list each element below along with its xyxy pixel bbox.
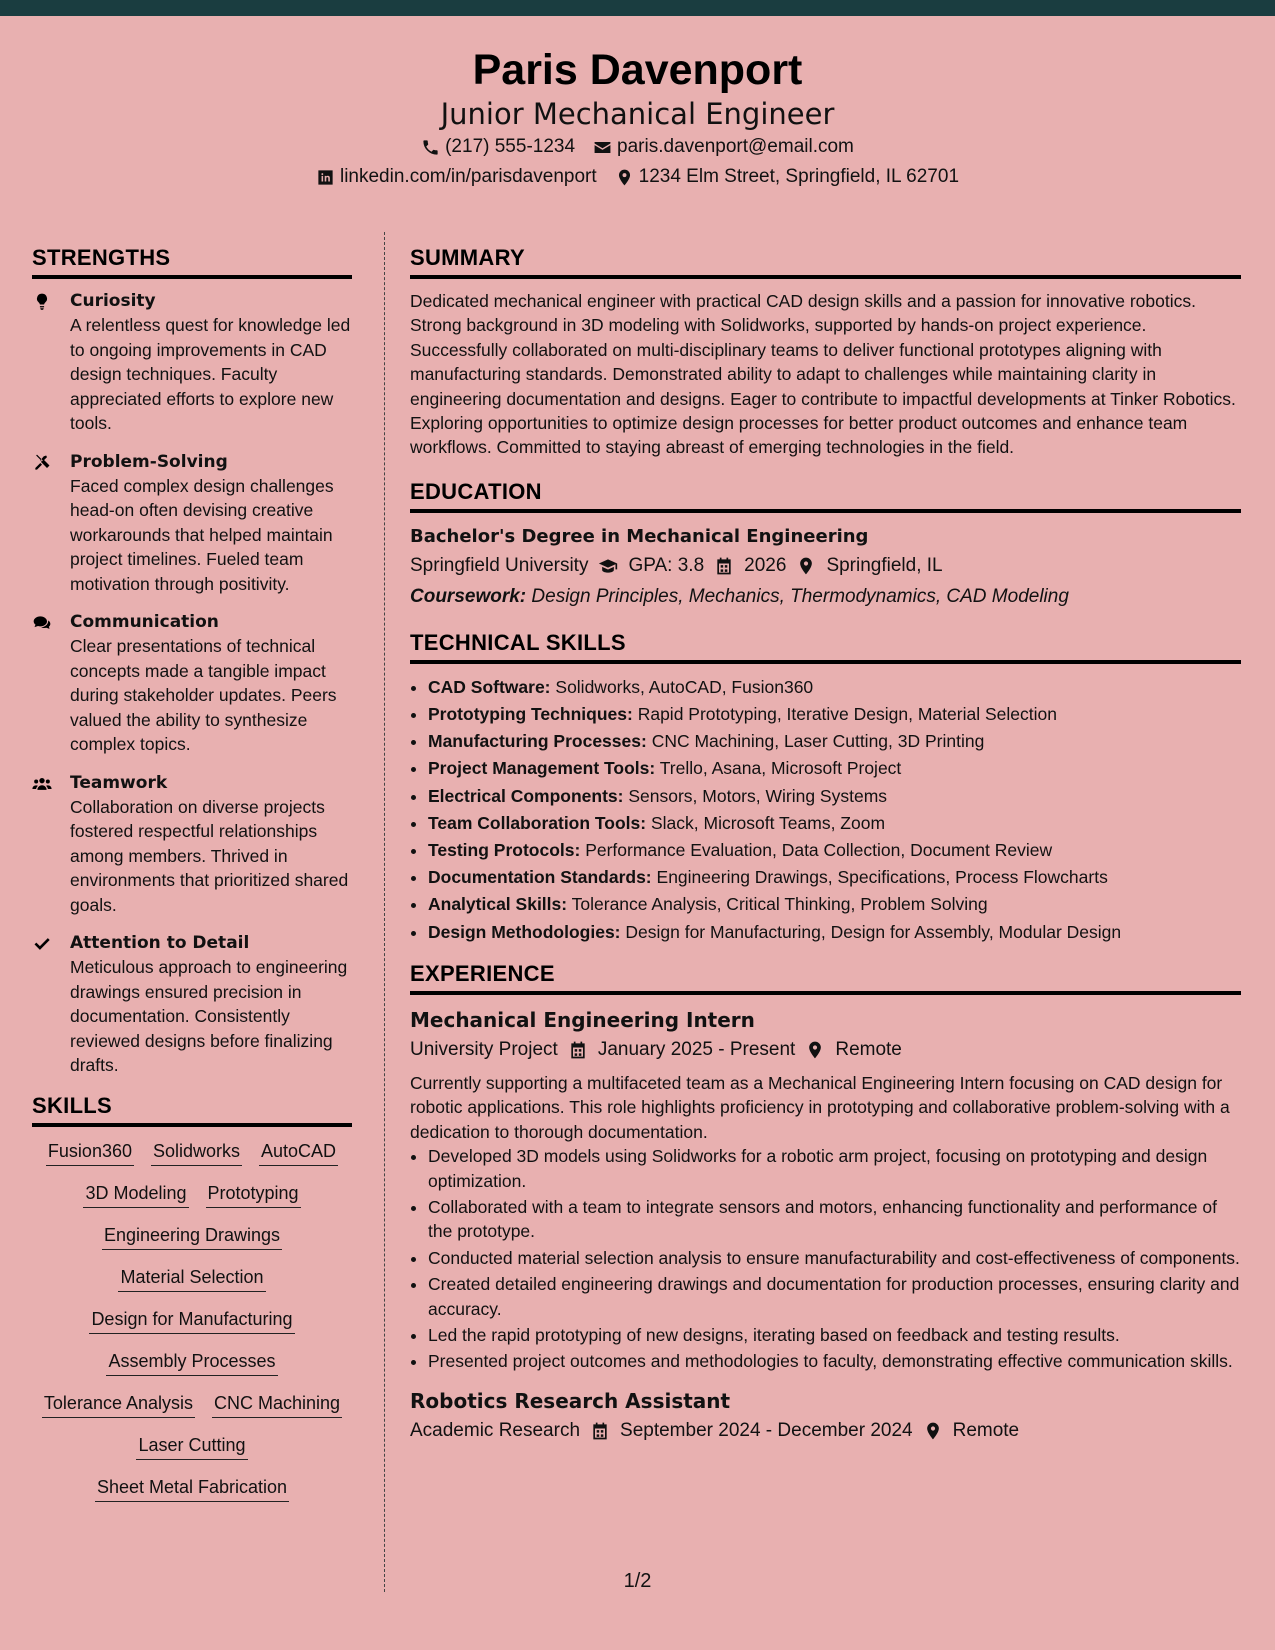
technical-skills-heading: TECHNICAL SKILLS <box>410 629 1241 664</box>
job-meta <box>410 1035 1241 1065</box>
skill-value: Rapid Prototyping, Iterative Design, Material Selection <box>637 704 1057 725</box>
school-name: Springfield University <box>410 554 589 576</box>
list-item: • Developed 3D models using Solidworks for a robotic arm project, focusing on prototyping and design optimization. <box>428 1144 1241 1193</box>
coursework <box>410 581 1241 613</box>
skill-tag-row <box>32 1389 352 1418</box>
top-bar <box>0 0 1275 16</box>
job-title: Robotics Research Assistant <box>410 1388 731 1413</box>
calendar-icon <box>714 556 734 576</box>
skill-label: Team Collaboration Tools: <box>428 812 647 833</box>
skill-value: CNC Machining, Laser Cutting, 3D Printing <box>651 731 985 752</box>
users-icon <box>32 774 52 794</box>
skill-tag: 3D Modeling <box>83 1179 188 1208</box>
skill-label: Testing Protocols: <box>428 840 581 861</box>
linkedin-text: linkedin.com/in/parisdavenport <box>339 166 597 187</box>
experience-heading: EXPERIENCE <box>410 960 1241 995</box>
calendar-icon <box>568 1040 588 1060</box>
job-location: Remote <box>835 1038 902 1060</box>
skill-tag: Solidworks <box>151 1137 242 1166</box>
list-item: • Led the rapid prototyping of new designs, iterating based on feedback and testing results. <box>428 1323 1241 1347</box>
skill-tag: Material Selection <box>118 1263 265 1292</box>
skill-tag: CNC Machining <box>212 1389 342 1418</box>
skill-tag-row <box>32 1137 352 1166</box>
left-column <box>32 244 352 1515</box>
job-meta <box>410 1416 1241 1446</box>
address-contact <box>615 162 959 192</box>
skill-value: Design for Manufacturing, Design for Assembly, Modular Design <box>625 921 1122 942</box>
phone-icon <box>421 138 440 157</box>
skill-tag: AutoCAD <box>259 1137 338 1166</box>
skill-tag: Design for Manufacturing <box>89 1305 294 1334</box>
list-item <box>428 674 1241 701</box>
calendar-icon <box>590 1421 610 1441</box>
school-location: Springfield, IL <box>826 554 943 576</box>
job-entry <box>410 1386 1241 1446</box>
resume-header <box>0 16 1275 204</box>
strength-name: Attention to Detail <box>70 933 250 953</box>
list-item <box>428 755 1241 782</box>
strength-item <box>32 450 352 597</box>
education-meta <box>410 551 1241 581</box>
right-column <box>410 244 1241 1446</box>
contact-row-2 <box>0 162 1275 192</box>
skill-tag-row <box>32 1305 352 1334</box>
technical-skills-list <box>428 674 1241 946</box>
skill-value: Slack, Microsoft Teams, Zoom <box>650 812 886 833</box>
skill-tag: Fusion360 <box>46 1137 134 1166</box>
tools-icon <box>32 453 52 473</box>
job-bullets <box>428 1144 1241 1374</box>
strength-name: Communication <box>70 612 219 632</box>
skill-tag-row <box>32 1221 352 1250</box>
skill-label: Manufacturing Processes: <box>428 731 647 752</box>
email-contact[interactable] <box>593 132 854 162</box>
strength-desc: Meticulous approach to engineering drawings ensured precision in documentation. Consistently reviewed designs before finalizing drafts. <box>70 957 348 1075</box>
list-item <box>428 919 1241 946</box>
list-item <box>428 701 1241 728</box>
education-heading: EDUCATION <box>410 478 1241 513</box>
lightbulb-icon <box>32 292 52 312</box>
list-item <box>428 783 1241 810</box>
degree-title: Bachelor's Degree in Mechanical Engineering <box>410 525 869 547</box>
job-org: Academic Research <box>410 1419 581 1441</box>
strength-item <box>32 931 352 1078</box>
list-item: • Collaborated with a team to integrate sensors and motors, enhancing functionality and performance of the prototype. <box>428 1195 1241 1244</box>
strength-name: Problem-Solving <box>70 451 228 472</box>
email-text: paris.davenport@email.com <box>617 136 854 157</box>
skill-value: Engineering Drawings, Specifications, Process Flowcharts <box>656 867 1108 888</box>
job-title: Mechanical Engineering Intern <box>410 1007 755 1032</box>
comments-icon <box>32 613 52 633</box>
list-item: • Conducted material selection analysis to ensure manufacturability and cost-effectiveness of components. <box>428 1246 1241 1270</box>
phone-contact[interactable] <box>421 132 575 162</box>
skill-tag: Assembly Processes <box>106 1347 277 1376</box>
candidate-name: Paris Davenport <box>472 46 803 94</box>
skill-label: Analytical Skills: <box>428 894 568 915</box>
gpa-text: GPA: 3.8 <box>628 554 705 576</box>
skill-label: Documentation Standards: <box>428 867 652 888</box>
skill-tag: Prototyping <box>206 1179 301 1208</box>
strength-desc: Faced complex design challenges head-on often devising creative workarounds that helped maintain project timelines. Fueled team motivation through positivity. <box>70 475 334 594</box>
check-icon <box>32 934 52 954</box>
map-pin-icon <box>923 1421 943 1441</box>
job-org: University Project <box>410 1038 558 1060</box>
list-item <box>428 810 1241 837</box>
skill-label: CAD Software: <box>428 676 551 697</box>
strength-item <box>32 610 352 757</box>
strength-desc: Collaboration on diverse projects fostered respectful relationships among members. Thrived in environments that prioritized shared goals. <box>70 796 349 915</box>
strength-desc: A relentless quest for knowledge led to ongoing improvements in CAD design techniques. Faculty appreciated efforts to explore new tools. <box>70 315 351 433</box>
map-pin-icon <box>796 556 816 576</box>
candidate-title: Junior Mechanical Engineer <box>440 97 835 131</box>
skill-value: Tolerance Analysis, Critical Thinking, Problem Solving <box>571 894 988 915</box>
strength-name: Curiosity <box>70 291 156 311</box>
column-divider <box>384 232 385 1592</box>
strengths-heading: STRENGTHS <box>32 244 352 279</box>
list-item <box>428 728 1241 755</box>
skill-tag-row <box>32 1179 352 1208</box>
skill-value: Performance Evaluation, Data Collection, Document Review <box>585 840 1053 861</box>
envelope-icon <box>593 138 612 157</box>
skill-tag-row <box>32 1263 352 1292</box>
graduation-cap-icon <box>598 556 618 576</box>
skill-tag: Laser Cutting <box>136 1431 247 1460</box>
skill-label: Prototyping Techniques: <box>428 704 633 725</box>
skill-value: Sensors, Motors, Wiring Systems <box>628 785 888 806</box>
job-dates: January 2025 - Present <box>597 1038 796 1060</box>
skill-label: Design Methodologies: <box>428 921 621 942</box>
coursework-list: Design Principles, Mechanics, Thermodynamics, CAD Modeling <box>531 585 1069 607</box>
skill-tag: Engineering Drawings <box>102 1221 282 1250</box>
skill-value: Trello, Asana, Microsoft Project <box>659 758 902 779</box>
strength-desc: Clear presentations of technical concepts made a tangible impact during stakeholder updates. Peers valued the ability to synthesize complex topics. <box>70 636 337 754</box>
skill-label: Electrical Components: <box>428 785 624 806</box>
skill-tag-row <box>32 1473 352 1502</box>
list-item: • Created detailed engineering drawings and documentation for production processes, ensuring clarity and accuracy. <box>428 1272 1241 1321</box>
summary-heading: SUMMARY <box>410 244 1241 279</box>
skill-tag: Tolerance Analysis <box>42 1389 195 1418</box>
strength-name: Teamwork <box>70 772 168 793</box>
skill-tag: Sheet Metal Fabrication <box>95 1473 289 1502</box>
map-pin-icon <box>805 1040 825 1060</box>
job-dates: September 2024 - December 2024 <box>620 1419 913 1441</box>
skills-tag-list <box>32 1137 352 1502</box>
linkedin-icon <box>316 168 335 187</box>
graduation-year: 2026 <box>744 554 787 576</box>
list-item <box>428 891 1241 918</box>
linkedin-contact[interactable] <box>316 162 597 192</box>
skill-value: Solidworks, AutoCAD, Fusion360 <box>555 676 814 697</box>
address-text: 1234 Elm Street, Springfield, IL 62701 <box>638 166 960 187</box>
strength-item <box>32 289 352 436</box>
list-item <box>428 837 1241 864</box>
job-location: Remote <box>952 1419 1020 1441</box>
summary-text: Dedicated mechanical engineer with practical CAD design skills and a passion for innovative robotics. Strong background in 3D modeling with Solidworks, supported by hands-on project experience. Successfully collaborated on multi-disciplinary teams to deliver functional prototypes aligning with manufacturing standards. Demonstrated ability to adapt to challenges while maintaining clarity in engineering documentation and designs. Eager to contribute to impactful developments at Tinker Robotics. Exploring opportunities to optimize design processes for better product outcomes and enhance team workflows. Committed to staying abreast of emerging technologies in the field. <box>410 291 1236 458</box>
skill-label: Project Management Tools: <box>428 758 656 779</box>
skill-tag-row <box>32 1431 352 1460</box>
list-item <box>428 864 1241 891</box>
skills-heading: SKILLS <box>32 1092 352 1127</box>
page-number: 1/2 <box>623 1570 652 1592</box>
skill-tag-row <box>32 1347 352 1376</box>
job-entry <box>410 1005 1241 1374</box>
list-item: • Presented project outcomes and methodologies to faculty, demonstrating effective communication skills. <box>428 1349 1241 1373</box>
coursework-label: Coursework: <box>410 585 527 607</box>
strength-item <box>32 771 352 918</box>
job-description: Currently supporting a multifaceted team as a Mechanical Engineering Intern focusing on CAD design for robotic applications. This role highlights proficiency in prototyping and collaborative problem-solving with a dedication to thorough documentation. <box>410 1072 1230 1142</box>
contact-row-1 <box>0 132 1275 162</box>
phone-text: (217) 555-1234 <box>445 136 576 157</box>
map-pin-icon <box>615 168 634 187</box>
